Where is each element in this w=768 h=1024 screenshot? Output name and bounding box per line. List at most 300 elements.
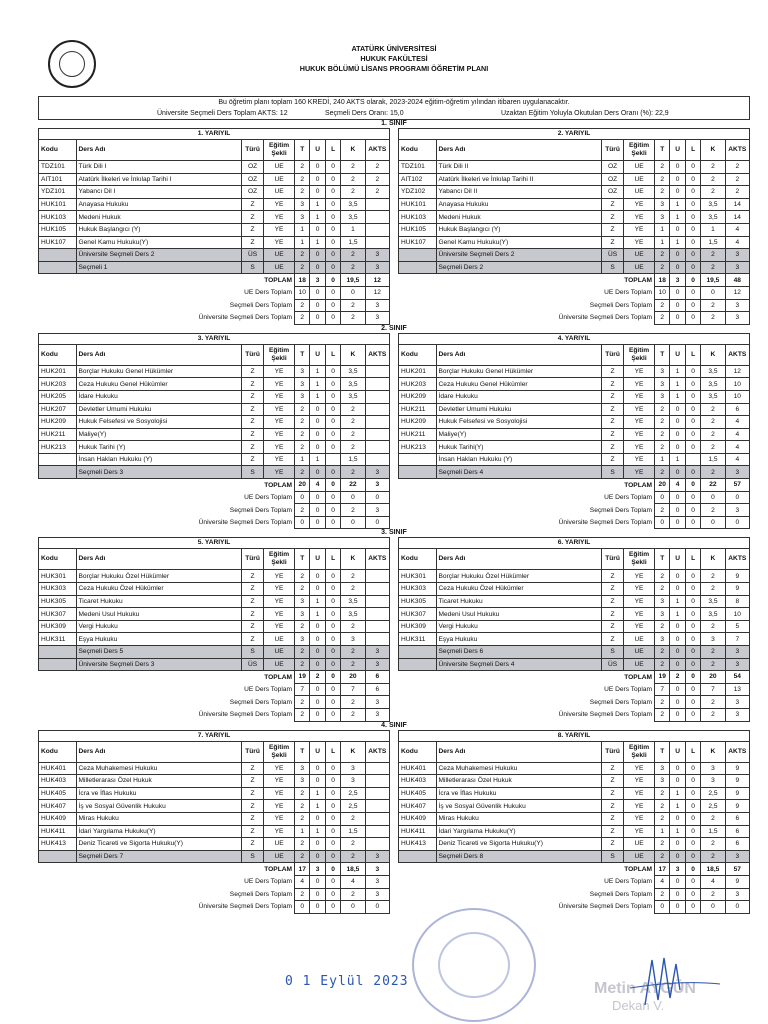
- course-u: 0: [310, 186, 325, 199]
- course-type: Z: [242, 620, 264, 633]
- total-value: 3: [725, 888, 749, 901]
- course-name: Ceza Hukuku Genel Hükümler: [436, 378, 602, 391]
- course-row: [39, 403, 390, 416]
- course-code: YDZ101: [39, 186, 77, 199]
- course-akts: [365, 428, 389, 441]
- total-value: 0: [325, 516, 340, 529]
- course-l: 0: [685, 441, 700, 454]
- total-label: Seçmeli Ders Toplam: [229, 890, 292, 898]
- total-label: UE Ders Toplam: [244, 289, 292, 297]
- course-type: OZ: [242, 186, 264, 199]
- semester-title: 2. YARIYIL: [399, 129, 750, 140]
- course-akts: 14: [725, 198, 749, 211]
- course-code: HUK209: [399, 416, 437, 429]
- course-akts: [365, 762, 389, 775]
- course-k: 3,5: [701, 378, 725, 391]
- semester-table: [38, 128, 390, 325]
- course-u: 1: [310, 595, 325, 608]
- plan-info-box: [38, 96, 750, 120]
- course-t: 2: [294, 570, 309, 583]
- course-row: [399, 453, 750, 466]
- column-header-name: Ders Adı: [436, 344, 602, 365]
- total-value: 2: [341, 696, 365, 709]
- course-mode: UE: [624, 646, 655, 659]
- course-name: İdare Hukuku: [436, 390, 602, 403]
- column-header-name: Ders Adı: [76, 140, 242, 161]
- course-row: [399, 608, 750, 621]
- university-name: ATATÜRK ÜNİVERSİTESİ: [351, 44, 437, 53]
- course-u: 0: [670, 850, 685, 863]
- course-u: 0: [310, 466, 325, 479]
- total-row: [39, 696, 390, 709]
- total-label: TOPLAM: [624, 276, 652, 284]
- total-value: 19,5: [701, 274, 725, 287]
- course-code: HUK411: [39, 825, 77, 838]
- total-value: 0: [310, 299, 325, 312]
- course-code: HUK311: [39, 633, 77, 646]
- course-mode: UE: [264, 161, 295, 174]
- course-row: [399, 403, 750, 416]
- column-header-type: Türü: [602, 344, 624, 365]
- semester-title-row: [39, 538, 390, 549]
- total-value: 0: [670, 516, 685, 529]
- total-row: [399, 696, 750, 709]
- column-header-akts: AKTS: [725, 344, 749, 365]
- column-header-row: [399, 140, 750, 161]
- total-row: [39, 875, 390, 888]
- course-l: 0: [325, 416, 340, 429]
- course-code: HUK407: [399, 800, 437, 813]
- total-label: TOPLAM: [624, 481, 652, 489]
- course-akts: [365, 416, 389, 429]
- course-name: Devletler Umumi Hukuku: [436, 403, 602, 416]
- course-code: HUK201: [399, 365, 437, 378]
- course-u: 1: [310, 365, 325, 378]
- course-name: Seçmeli Ders 6: [436, 646, 602, 659]
- course-k: 2: [701, 646, 725, 659]
- total-value: 0: [325, 863, 340, 876]
- course-code: [399, 646, 437, 659]
- total-value: 3: [365, 504, 389, 517]
- course-k: 1,5: [341, 236, 365, 249]
- column-header-k: K: [701, 344, 725, 365]
- total-value: 19: [294, 671, 309, 684]
- course-u: 1: [310, 211, 325, 224]
- total-value: 2: [654, 299, 669, 312]
- course-mode: UE: [624, 249, 655, 262]
- column-header-akts: AKTS: [365, 741, 389, 762]
- semester-table-1: [38, 128, 390, 325]
- course-type: Z: [602, 211, 624, 224]
- course-u: 0: [310, 570, 325, 583]
- course-k: 1,5: [701, 453, 725, 466]
- total-row: [399, 312, 750, 325]
- course-row: [39, 850, 390, 863]
- total-value: 2: [341, 504, 365, 517]
- course-l: 0: [325, 161, 340, 174]
- semester-table: [398, 730, 750, 914]
- semester-title-row: [399, 333, 750, 344]
- course-row: [39, 620, 390, 633]
- course-l: 0: [685, 838, 700, 851]
- course-code: HUK201: [39, 365, 77, 378]
- course-u: 0: [670, 646, 685, 659]
- total-value: 0: [325, 888, 340, 901]
- course-t: 3: [654, 378, 669, 391]
- course-type: Z: [242, 403, 264, 416]
- column-header-akts: AKTS: [725, 741, 749, 762]
- course-code: HUK203: [39, 378, 77, 391]
- course-l: 0: [685, 825, 700, 838]
- course-name: Ceza Hukuku Özel Hükümler: [436, 583, 602, 596]
- course-type: Z: [242, 595, 264, 608]
- semester-title: 1. YARIYIL: [39, 129, 390, 140]
- total-value: 0: [701, 286, 725, 299]
- course-name: İnsan Hakları Hukuku (Y): [436, 453, 602, 466]
- course-code: HUK405: [39, 787, 77, 800]
- course-t: 3: [654, 211, 669, 224]
- course-mode: UE: [624, 838, 655, 851]
- course-akts: [365, 825, 389, 838]
- total-value: 0: [670, 504, 685, 517]
- course-code: HUK305: [399, 595, 437, 608]
- course-t: 3: [654, 365, 669, 378]
- column-header-mode: Eğitim Şekli: [264, 344, 295, 365]
- semester-table: [38, 537, 390, 721]
- course-akts: [365, 365, 389, 378]
- course-mode: YE: [264, 403, 295, 416]
- course-name: Medeni Hukuk: [76, 211, 242, 224]
- total-value: 57: [725, 479, 749, 492]
- course-type: S: [602, 646, 624, 659]
- course-k: 2: [341, 186, 365, 199]
- total-value: 0: [310, 901, 325, 914]
- course-l: 0: [325, 787, 340, 800]
- total-row: [399, 671, 750, 684]
- column-header-u: U: [670, 140, 685, 161]
- course-t: 2: [654, 787, 669, 800]
- course-l: 0: [325, 633, 340, 646]
- course-name: Genel Kamu Hukuku(Y): [76, 236, 242, 249]
- total-value: 0: [341, 516, 365, 529]
- course-t: 2: [654, 249, 669, 262]
- total-label: UE Ders Toplam: [604, 878, 652, 886]
- course-akts: 3: [725, 249, 749, 262]
- total-label: Seçmeli Ders Toplam: [229, 506, 292, 514]
- total-row: [39, 274, 390, 287]
- course-k: 2: [701, 186, 725, 199]
- course-k: 3,5: [341, 608, 365, 621]
- total-value: 0: [670, 312, 685, 325]
- course-type: Z: [242, 825, 264, 838]
- column-header-u: U: [310, 344, 325, 365]
- course-l: [325, 453, 340, 466]
- course-l: 0: [325, 428, 340, 441]
- course-type: S: [602, 850, 624, 863]
- total-value: 0: [310, 696, 325, 709]
- course-mode: UE: [624, 186, 655, 199]
- course-akts: 2: [725, 173, 749, 186]
- course-t: 3: [654, 608, 669, 621]
- total-row: [39, 299, 390, 312]
- course-t: 2: [654, 466, 669, 479]
- course-u: 0: [670, 775, 685, 788]
- course-row: [399, 186, 750, 199]
- course-name: Maliye(Y): [436, 428, 602, 441]
- column-header-mode: Eğitim Şekli: [624, 140, 655, 161]
- course-t: 2: [294, 428, 309, 441]
- plan-summary-line: Bu öğretim planı toplam 160 KREDİ, 240 AKTS olarak, 2023-2024 eğitim-öğretim yılından itibaren uygulanacaktır.: [218, 99, 570, 106]
- total-value: 20: [341, 671, 365, 684]
- course-code: HUK305: [39, 595, 77, 608]
- course-mode: YE: [624, 416, 655, 429]
- course-l: 0: [325, 249, 340, 262]
- course-name: Üniversite Seçmeli Ders 2: [436, 249, 602, 262]
- total-value: 10: [294, 286, 309, 299]
- course-name: Hukuk Tarihi(Y): [436, 441, 602, 454]
- total-value: 0: [365, 491, 389, 504]
- course-row: [399, 838, 750, 851]
- course-akts: 3: [725, 646, 749, 659]
- total-value: 3: [365, 863, 389, 876]
- course-row: [399, 620, 750, 633]
- course-l: 0: [325, 441, 340, 454]
- course-code: HUK301: [39, 570, 77, 583]
- course-name: Miras Hukuku: [436, 812, 602, 825]
- course-t: 3: [654, 775, 669, 788]
- column-header-type: Türü: [242, 549, 264, 570]
- course-u: 0: [670, 658, 685, 671]
- total-value: 4: [341, 875, 365, 888]
- course-mode: YE: [624, 403, 655, 416]
- course-k: 3: [701, 633, 725, 646]
- column-header-t: T: [654, 549, 669, 570]
- course-mode: YE: [264, 365, 295, 378]
- course-l: 0: [685, 762, 700, 775]
- course-name: Eşya Hukuku: [436, 633, 602, 646]
- course-mode: YE: [264, 762, 295, 775]
- column-header-code: Kodu: [39, 741, 77, 762]
- course-mode: YE: [264, 211, 295, 224]
- course-code: [39, 850, 77, 863]
- total-value: 0: [685, 696, 700, 709]
- total-value: 20: [701, 671, 725, 684]
- total-value: 2: [294, 708, 309, 721]
- course-name: Üniversite Seçmeli Ders 2: [76, 249, 242, 262]
- total-label: TOPLAM: [264, 481, 292, 489]
- course-k: 2: [701, 466, 725, 479]
- column-header-code: Kodu: [39, 344, 77, 365]
- course-type: Z: [602, 583, 624, 596]
- total-value: 19,5: [341, 274, 365, 287]
- total-value: 12: [725, 286, 749, 299]
- course-k: 2: [341, 570, 365, 583]
- course-row: [399, 428, 750, 441]
- column-header-l: L: [325, 549, 340, 570]
- course-akts: [365, 838, 389, 851]
- course-k: 2: [341, 620, 365, 633]
- course-code: HUK301: [399, 570, 437, 583]
- course-l: 0: [325, 608, 340, 621]
- course-mode: UE: [624, 261, 655, 274]
- total-value: 0: [294, 516, 309, 529]
- course-type: Z: [242, 608, 264, 621]
- course-code: HUK101: [39, 198, 77, 211]
- semester-table: [398, 128, 750, 325]
- course-mode: YE: [624, 198, 655, 211]
- total-value: 0: [365, 901, 389, 914]
- column-header-code: Kodu: [399, 741, 437, 762]
- course-t: 2: [294, 812, 309, 825]
- course-u: 1: [310, 825, 325, 838]
- year-row: [38, 730, 750, 914]
- course-row: [399, 223, 750, 236]
- course-l: 0: [325, 378, 340, 391]
- course-type: Z: [602, 570, 624, 583]
- course-type: Z: [242, 800, 264, 813]
- course-mode: YE: [264, 390, 295, 403]
- total-value: 0: [670, 286, 685, 299]
- course-name: Milletlerarası Özel Hukuk: [76, 775, 242, 788]
- total-value: 0: [341, 286, 365, 299]
- course-l: 0: [325, 365, 340, 378]
- column-header-akts: AKTS: [365, 549, 389, 570]
- course-code: HUK401: [399, 762, 437, 775]
- course-row: [399, 787, 750, 800]
- total-row: [399, 504, 750, 517]
- course-u: 0: [670, 186, 685, 199]
- course-code: TDZ101: [399, 161, 437, 174]
- semester-table-6: [398, 537, 750, 721]
- course-akts: [365, 812, 389, 825]
- course-u: 1: [670, 825, 685, 838]
- course-t: 2: [294, 620, 309, 633]
- course-u: 1: [670, 198, 685, 211]
- total-value: 0: [325, 696, 340, 709]
- course-l: 0: [325, 236, 340, 249]
- total-row: [39, 479, 390, 492]
- course-t: 2: [654, 646, 669, 659]
- course-akts: [365, 441, 389, 454]
- course-l: 0: [685, 186, 700, 199]
- course-k: 2: [341, 441, 365, 454]
- course-mode: YE: [264, 825, 295, 838]
- course-mode: UE: [624, 658, 655, 671]
- total-value: 2: [654, 696, 669, 709]
- course-row: [39, 186, 390, 199]
- course-type: Z: [602, 787, 624, 800]
- course-code: HUK307: [399, 608, 437, 621]
- course-mode: YE: [264, 570, 295, 583]
- total-value: 2: [654, 504, 669, 517]
- course-t: 2: [654, 812, 669, 825]
- course-type: Z: [602, 608, 624, 621]
- total-value: 2: [654, 888, 669, 901]
- total-row: [39, 312, 390, 325]
- course-l: 0: [685, 775, 700, 788]
- column-header-code: Kodu: [399, 140, 437, 161]
- total-value: 3: [725, 696, 749, 709]
- course-k: 2: [701, 620, 725, 633]
- course-type: Z: [602, 236, 624, 249]
- course-k: 3,5: [341, 211, 365, 224]
- signatory-name: Metin AYGÜN: [594, 980, 696, 997]
- course-mode: YE: [624, 825, 655, 838]
- course-mode: YE: [624, 800, 655, 813]
- course-u: 0: [670, 249, 685, 262]
- column-header-mode: Eğitim Şekli: [624, 344, 655, 365]
- total-value: 0: [670, 901, 685, 914]
- column-header-l: L: [685, 344, 700, 365]
- course-name: Borçlar Hukuku Genel Hükümler: [436, 365, 602, 378]
- course-mode: YE: [624, 620, 655, 633]
- column-header-akts: AKTS: [725, 549, 749, 570]
- course-k: 3,5: [701, 390, 725, 403]
- course-l: 0: [685, 812, 700, 825]
- total-row: [39, 516, 390, 529]
- course-k: 3,5: [701, 608, 725, 621]
- course-code: HUK211: [399, 403, 437, 416]
- course-type: Z: [242, 236, 264, 249]
- course-akts: [365, 595, 389, 608]
- document-titles: [38, 44, 750, 74]
- total-label: TOPLAM: [264, 673, 292, 681]
- course-u: 1: [310, 453, 325, 466]
- semester-table: [398, 537, 750, 721]
- course-row: [399, 658, 750, 671]
- course-row: [39, 762, 390, 775]
- total-label: Üniversite Seçmeli Ders Toplam: [198, 519, 292, 527]
- course-k: 2,5: [341, 787, 365, 800]
- column-header-code: Kodu: [39, 140, 77, 161]
- course-akts: 4: [725, 441, 749, 454]
- course-row: [399, 211, 750, 224]
- course-mode: UE: [264, 838, 295, 851]
- course-mode: UE: [264, 249, 295, 262]
- total-value: 22: [341, 479, 365, 492]
- course-code: HUK213: [399, 441, 437, 454]
- course-name: Maliye(Y): [76, 428, 242, 441]
- course-akts: 8: [725, 595, 749, 608]
- course-row: [399, 800, 750, 813]
- course-k: 2: [341, 658, 365, 671]
- course-type: Z: [602, 620, 624, 633]
- course-row: [399, 378, 750, 391]
- course-t: 2: [654, 416, 669, 429]
- course-code: TDZ101: [39, 161, 77, 174]
- course-code: [399, 850, 437, 863]
- course-row: [399, 583, 750, 596]
- course-type: ÜS: [242, 658, 264, 671]
- course-code: HUK413: [399, 838, 437, 851]
- column-header-row: [399, 741, 750, 762]
- total-value: 2: [670, 671, 685, 684]
- course-u: 1: [310, 236, 325, 249]
- course-t: 2: [654, 850, 669, 863]
- course-type: Z: [602, 633, 624, 646]
- course-type: OZ: [242, 173, 264, 186]
- semester-table: [38, 730, 390, 914]
- total-value: 0: [341, 491, 365, 504]
- course-u: 0: [310, 658, 325, 671]
- course-k: 2: [341, 249, 365, 262]
- course-akts: 3: [725, 658, 749, 671]
- course-row: [39, 416, 390, 429]
- course-l: 0: [685, 378, 700, 391]
- course-akts: [365, 633, 389, 646]
- course-akts: 6: [725, 812, 749, 825]
- semester-title: 5. YARIYIL: [39, 538, 390, 549]
